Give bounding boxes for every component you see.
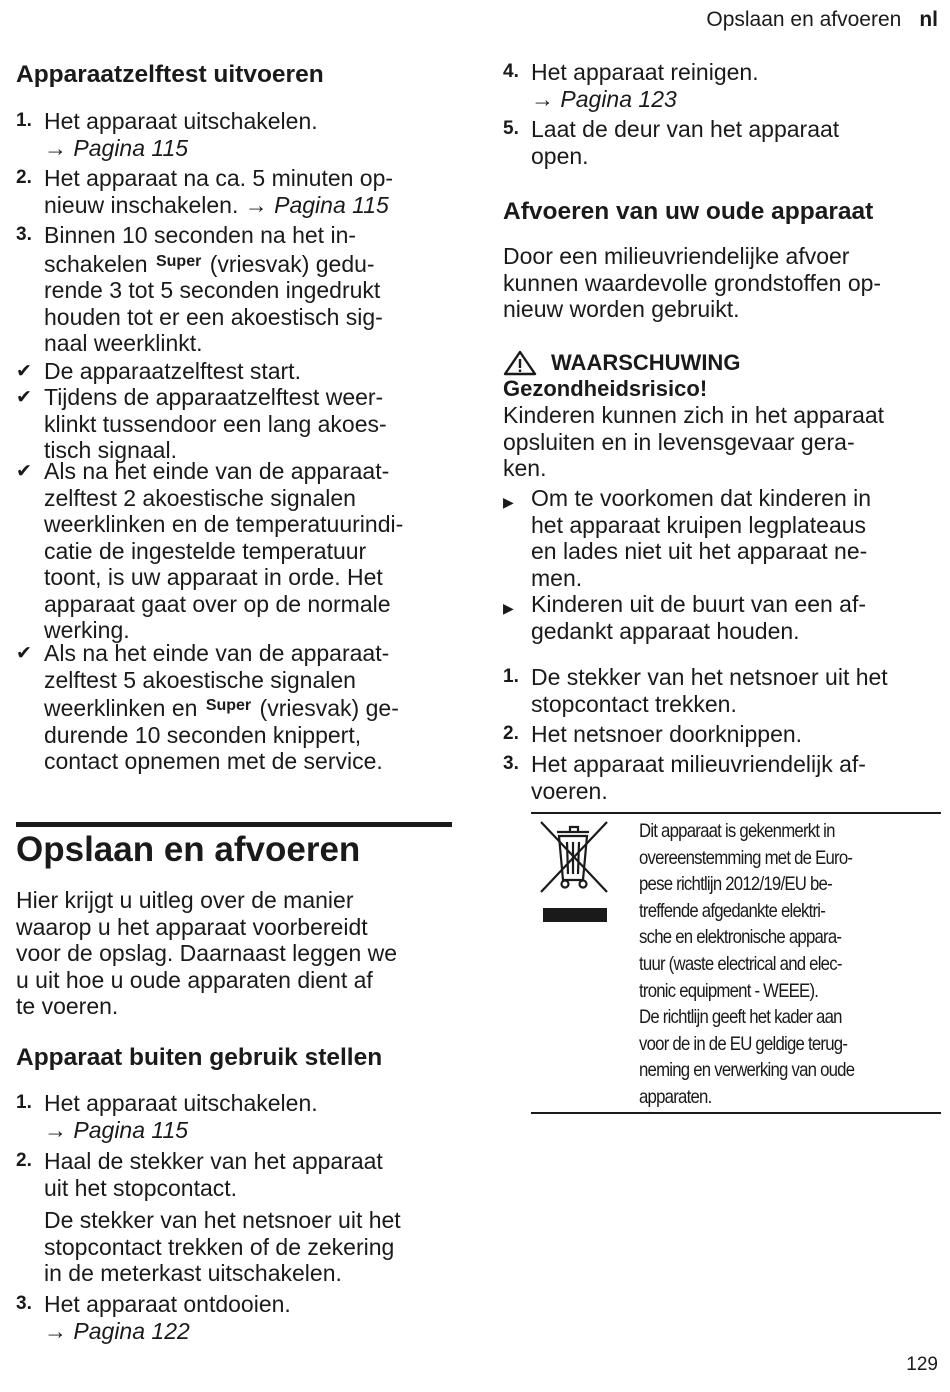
chapter-rule [16,822,452,827]
intro-line: u uit hoe u oude apparaten dient af [16,966,373,993]
decommission-step-4 [503,59,941,112]
step-text: Het netsnoer doorknippen. [531,721,803,747]
check-icon: ✔ [16,361,32,382]
result-text: weerklinken en de temperatuurindi- [44,511,404,537]
arrow-right-icon: → [44,1116,67,1143]
page-reference-link[interactable]: Pagina 115 [274,191,389,218]
warning-bullet-2 [503,591,941,644]
step-text: Het apparaat uitschakelen. [44,108,318,134]
disposal-step-2 [503,721,941,748]
warning-triangle-icon [503,350,537,376]
crossed-out-wheelie-bin-icon [537,818,613,926]
step-text: naal weerklinkt. [44,330,203,356]
warning-header [503,350,941,376]
self-test-result-4 [16,640,456,775]
step-number: 2. [503,723,519,744]
result-text: contact opnemen met de service. [44,748,383,774]
bullet-text: het apparaat kruipen legplateaus [531,511,867,538]
intro-line: kunnen waardevolle grondstoffen op- [503,269,882,296]
result-text: zelftest 5 akoestische signalen [44,666,356,693]
step-text: schakelen [44,250,148,277]
step-detail-text: stopcontact trekken of de zekering [44,1233,395,1260]
result-text: catie de ingestelde temperatuur [44,537,367,564]
weee-line: pese richtlijn 2012/19/EU be- [639,873,832,896]
step-text: stopcontact trekken. [531,690,737,717]
intro-line: Hier krijgt u uitleg over de manier [16,887,354,913]
disposal-intro [503,243,941,323]
page-number: 129 [906,1354,938,1375]
self-test-step-3 [16,222,456,357]
weee-line: neming en verwerking van oude [639,1059,855,1082]
step-text: rende 3 tot 5 seconden ingedrukt [44,277,381,303]
step-text: Binnen 10 seconden na het in- [44,222,357,248]
decommission-heading: Apparaat buiten gebruik stellen [16,1044,383,1071]
arrow-right-icon: → [44,134,67,161]
warning-text: Kinderen kunnen zich in het apparaat [503,402,885,428]
step-text: voeren. [531,777,608,804]
self-test-result-3 [16,458,456,644]
page-reference-link[interactable]: Pagina 115 [73,134,189,161]
step-text: Haal de stekker van het apparaat [44,1148,383,1174]
weee-line: sche en elektronische appara- [639,926,842,949]
intro-line: nieuw worden gebruikt. [503,296,740,322]
result-text: tisch signaal. [44,437,177,463]
decommission-step-5 [503,116,941,169]
weee-line: Dit apparaat is gekenmerkt in [639,820,835,842]
weee-line: apparaten. [639,1085,712,1108]
result-text: zelftest 2 akoestische signalen [44,484,356,511]
chapter-intro [16,887,456,1020]
step-number: 3. [503,753,519,774]
step-text: De stekker van het netsnoer uit het [531,664,888,690]
warning-subtitle: Gezondheidsrisico! [503,376,708,401]
warning-bullet-1 [503,485,941,591]
warning-block [503,350,941,482]
disposal-step-3 [503,751,941,804]
bullet-text: Kinderen uit de buurt van een af- [531,591,867,617]
disposal-heading: Afvoeren van uw oude apparaat [503,198,874,225]
step-text: Laat de deur van het apparaat [531,116,840,142]
result-text: Als na het einde van de apparaat- [44,458,390,484]
page-reference-link[interactable]: Pagina 115 [73,1116,189,1143]
decommission-step-2 [16,1148,456,1287]
triangle-bullet-icon: ▶ [503,494,514,510]
arrow-right-icon: → [244,191,268,218]
step-detail-text: De stekker van het netsnoer uit het [44,1207,401,1233]
result-text: De apparaatzelftest start. [44,358,301,384]
step-text: houden tot er een akoestisch sig- [44,303,383,330]
self-test-step-1 [16,108,456,161]
step-number: 1. [503,666,519,687]
triangle-bullet-icon: ▶ [503,600,514,616]
decommission-step-1 [16,1090,456,1143]
running-head-language: nl [919,8,938,31]
super-key-label: Super [205,697,252,714]
result-text: (vriesvak) ge- [259,695,399,721]
weee-line: overeenstemming met de Euro- [639,846,853,869]
result-text: Tijdens de apparaatzelftest weer- [44,384,384,410]
step-number: 4. [503,61,519,82]
check-icon: ✔ [16,643,32,664]
check-icon: ✔ [16,461,32,482]
bullet-text: men. [531,564,583,591]
intro-line: waarop u het apparaat voorbereidt [16,913,368,940]
self-test-step-2 [16,165,456,218]
weee-line: tronic equipment - WEEE). [639,979,819,1002]
warning-text: ken. [503,455,547,481]
weee-text [639,818,939,1111]
result-text: weerklinken en [44,695,198,721]
step-number: 1. [16,110,32,131]
step-detail-text: in de meterkast uitschakelen. [44,1260,342,1286]
step-number: 5. [503,118,519,139]
step-text: Het apparaat uitschakelen. [44,1090,318,1116]
decommission-step-3 [16,1291,456,1344]
step-text: Het apparaat na ca. 5 minuten op- [44,165,394,191]
step-number: 3. [16,1293,32,1314]
step-number: 2. [16,167,32,188]
step-text: nieuw inschakelen. [44,191,239,218]
step-text: Het apparaat ontdooien. [44,1291,291,1317]
weee-line: De richtlijn geeft het kader aan [639,1006,842,1029]
bullet-text: en lades niet uit het apparaat ne- [531,538,868,564]
intro-line: Door een milieuvriendelijke afvoer [503,243,850,269]
self-test-heading: Apparaatzelftest uitvoeren [16,61,324,88]
page-reference-link[interactable]: Pagina 122 [73,1317,190,1344]
arrow-right-icon: → [531,85,554,112]
result-text: klinkt tussendoor een lang akoes- [44,410,387,437]
step-number: 1. [16,1092,32,1113]
result-text: durende 10 seconden knippert, [44,721,362,748]
warning-label: WAARSCHUWING [551,350,741,375]
step-number: 3. [16,224,32,245]
step-number: 2. [16,1150,32,1171]
running-head-section: Opslaan en afvoeren [706,8,902,31]
self-test-result-1 [16,358,456,385]
super-key-label: Super [155,252,202,270]
weee-line: tuur (waste electrical and elec- [639,952,842,975]
intro-line: te voeren. [16,993,119,1019]
step-text: uit het stopcontact. [44,1174,238,1201]
warning-text: opsluiten en in levensgevaar gera- [503,428,855,455]
weee-line: treffende afgedankte elektri- [639,899,826,922]
step-text: open. [531,142,589,169]
check-icon: ✔ [16,387,32,408]
weee-line: voor de in de EU geldige terug- [639,1032,848,1055]
step-text: Het apparaat reinigen. [531,59,759,85]
disposal-step-1 [503,664,941,717]
bullet-text: Om te voorkomen dat kinderen in [531,485,872,511]
result-text: apparaat gaat over op de normale [44,590,391,617]
weee-notice [531,812,941,1114]
arrow-right-icon: → [44,1317,67,1344]
result-text: toont, is uw apparaat in orde. Het [44,564,383,590]
result-text: werking. [44,617,130,643]
weee-top-rule [531,812,941,814]
bullet-text: gedankt apparaat houden. [531,617,800,644]
chapter-heading: Opslaan en afvoeren [16,830,361,869]
self-test-result-2 [16,384,456,464]
result-text: Als na het einde van de apparaat- [44,640,390,666]
running-head [706,8,938,32]
step-text: Het apparaat milieuvriendelijk af- [531,751,866,777]
page-reference-link[interactable]: Pagina 123 [560,85,677,112]
intro-line: voor de opslag. Daarnaast leggen we [16,940,398,966]
step-text: (vriesvak) gedu- [209,250,375,277]
